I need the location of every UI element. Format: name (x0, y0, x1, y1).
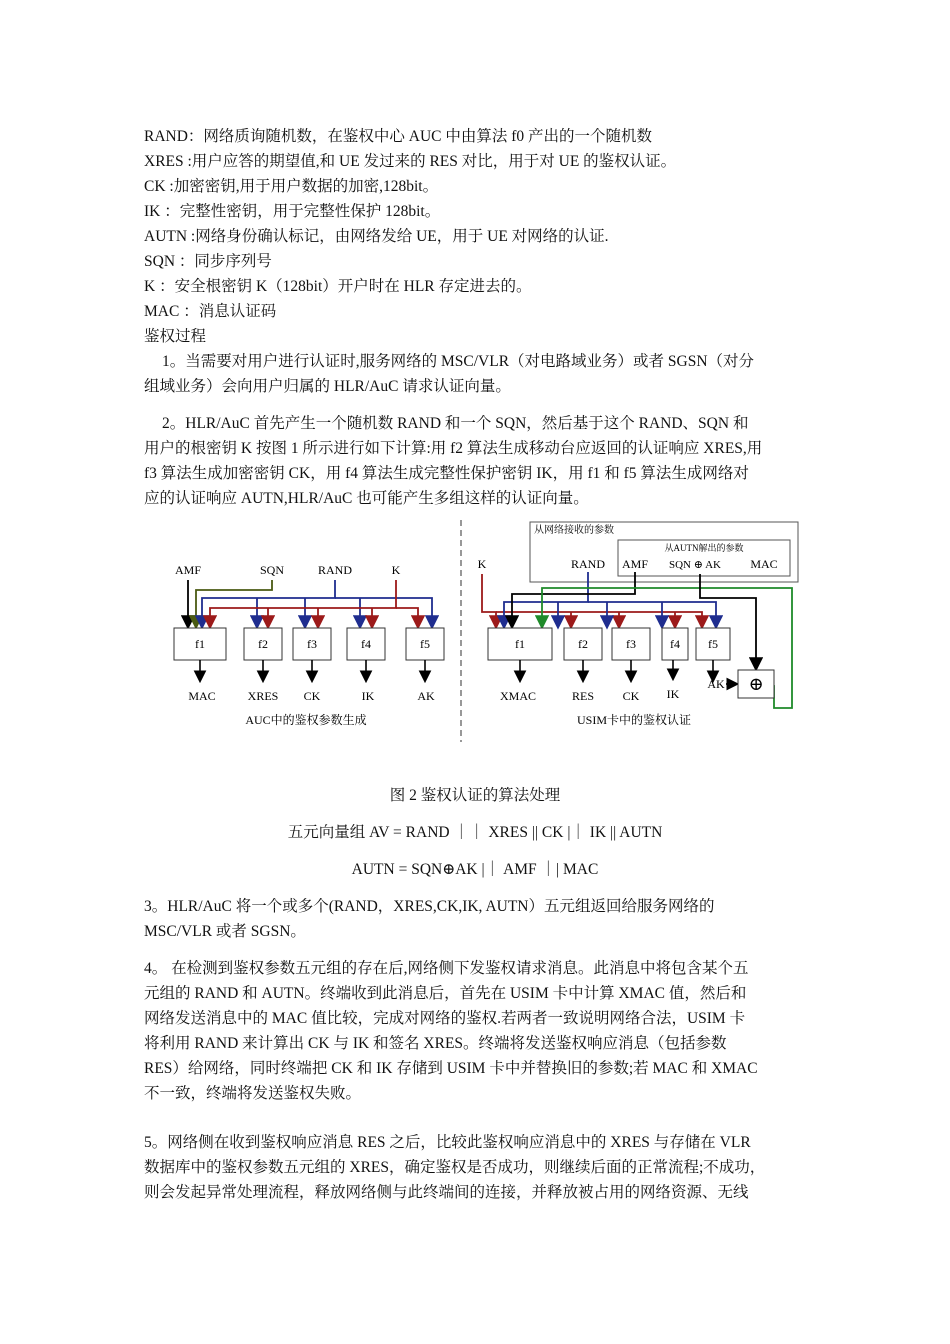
right-out-xmac: XMAC (499, 689, 537, 703)
xor-symbol: ⊕ (748, 674, 764, 694)
formula-av: 五元向量组 AV = RAND ｜｜ XRES || CK |｜ IK || AUTN (287, 824, 663, 841)
left-wires (188, 580, 432, 626)
def-ik: IK ：完整性密钥，用于完整性保护 128bit。 (144, 203, 441, 220)
left-out-mac: MAC (188, 689, 216, 703)
right-amf-label: AMF (621, 557, 649, 571)
def-mac: MAC ：消息认证码 (144, 303, 277, 320)
def-rand: RAND：网络质询随机数，在鉴权中心 AUC 中由算法 f0 产出的一个随机数 (144, 128, 653, 145)
step4-line1: 4。 在检测到鉴权参数五元组的存在后,网络侧下发鉴权请求消息。此消息中将包含某个五 (144, 960, 749, 977)
left-out-ik: IK (361, 689, 375, 703)
step5-line1: 5。网络侧在收到鉴权响应消息 RES 之后，比较此鉴权响应消息中的 XRES 与存储在 VLR (144, 1134, 751, 1151)
left-output-arrows (200, 660, 425, 680)
right-sqn-ak-label: SQN ⊕ AK (668, 559, 722, 571)
left-func-f1: f1 (195, 637, 205, 651)
left-input-k: K (391, 563, 401, 577)
step4-line4: 将利用 RAND 来计算出 CK 与 IK 和签名 XRES。终端将发送鉴权响应消息（包括参数 (144, 1035, 727, 1052)
right-caption: USIM卡中的鉴权认证 (576, 713, 692, 727)
step1-line2: 组域业务）会向用户归属的 HLR/AuC 请求认证向量。 (144, 378, 511, 395)
section-title: 鉴权过程 (144, 328, 207, 345)
auth-algorithm-diagram (160, 518, 810, 748)
right-func-f5: f5 (708, 637, 718, 651)
right-out-ck: CK (622, 689, 640, 703)
left-input-sqn: SQN (259, 563, 285, 577)
step3-line1: 3。HLR/AuC 将一个或多个(RAND，XRES,CK,IK, AUTN）五元组返回给服务网络的 (144, 898, 715, 915)
left-input-rand: RAND (317, 563, 353, 577)
right-mac-label: MAC (750, 557, 778, 571)
right-rand-label: RAND (570, 557, 606, 571)
def-sqn: SQN ：同步序列号 (144, 253, 272, 270)
left-caption: AUC中的鉴权参数生成 (245, 713, 367, 727)
left-func-f4: f4 (361, 637, 371, 651)
step4-line2: 元组的 RAND 和 AUTN。终端收到此消息后，首先在 USIM 卡中计算 XMAC 值，然后和 (144, 985, 747, 1002)
step4-line3: 网络发送消息中的 MAC 值比较，完成对网络的鉴权.若两者一致说明网络合法，USIM 卡 (144, 1010, 746, 1027)
right-out-ak: AK (707, 677, 725, 691)
received-params-title: 从网络接收的参数 (534, 525, 614, 536)
step4-line6: 不一致，终端将发送鉴权失败。 (144, 1085, 362, 1102)
right-out-res: RES (571, 689, 595, 703)
step5-line3: 则会发起异常处理流程，释放网络侧与此终端间的连接，并释放被占用的网络资源、无线 (144, 1184, 749, 1201)
right-func-f2: f2 (578, 637, 588, 651)
left-out-ck: CK (303, 689, 321, 703)
def-ck: CK :加密密钥,用于用户数据的加密,128bit。 (144, 178, 439, 195)
left-input-amf: AMF (174, 563, 202, 577)
right-func-f3: f3 (626, 637, 636, 651)
step3-line2: MSC/VLR 或者 SGSN。 (144, 923, 306, 940)
right-func-f4: f4 (670, 637, 680, 651)
left-out-ak: AK (417, 689, 435, 703)
figure-caption: 图 2 鉴权认证的算法处理 (389, 787, 561, 804)
right-out-ik: IK (666, 687, 680, 701)
step2-line4: 应的认证响应 AUTN,HLR/AuC 也可能产生多组这样的认证向量。 (144, 490, 589, 507)
formula-autn: AUTN = SQN⊕AK |｜ AMF ｜| MAC (351, 861, 599, 878)
left-func-f3: f3 (307, 637, 317, 651)
autn-params-title: 从AUTN解出的参数 (664, 543, 744, 553)
right-func-f1: f1 (515, 637, 525, 651)
right-output-arrows (520, 660, 736, 684)
step2-line2: 用户的根密钥 K 按图 1 所示进行如下计算:用 f2 算法生成移动台应返回的认证响应 XRES,用 (144, 440, 763, 457)
step2-line1: 2。HLR/AuC 首先产生一个随机数 RAND 和一个 SQN，然后基于这个 RAND、SQN 和 (162, 415, 749, 432)
def-k: K ：安全根密钥 K（128bit）开户时在 HLR 存定进去的。 (144, 278, 532, 295)
left-out-xres: XRES (247, 689, 279, 703)
step5-line2: 数据库中的鉴权参数五元组的 XRES，确定鉴权是否成功，则继续后面的正常流程;不成功， (144, 1159, 766, 1176)
left-func-f2: f2 (258, 637, 268, 651)
step4-line5: RES）给网络，同时终端把 CK 和 IK 存储到 USIM 卡中并替换旧的参数;若 MAC 和 XMAC (144, 1060, 758, 1077)
step2-line3: f3 算法生成加密密钥 CK，用 f4 算法生成完整性保护密钥 IK，用 f1 和 f5 算法生成网络对 (144, 465, 749, 482)
def-xres: XRES :用户应答的期望值,和 UE 发过来的 RES 对比，用于对 UE 的鉴权认证。 (144, 153, 677, 170)
right-k-label: K (477, 557, 487, 571)
left-func-f5: f5 (420, 637, 430, 651)
def-autn: AUTN :网络身份确认标记，由网络发给 UE，用于 UE 对网络的认证. (144, 228, 609, 245)
step1-line1: 1。当需要对用户进行认证时,服务网络的 MSC/VLR（对电路域业务）或者 SGSN（对分 (162, 353, 755, 370)
